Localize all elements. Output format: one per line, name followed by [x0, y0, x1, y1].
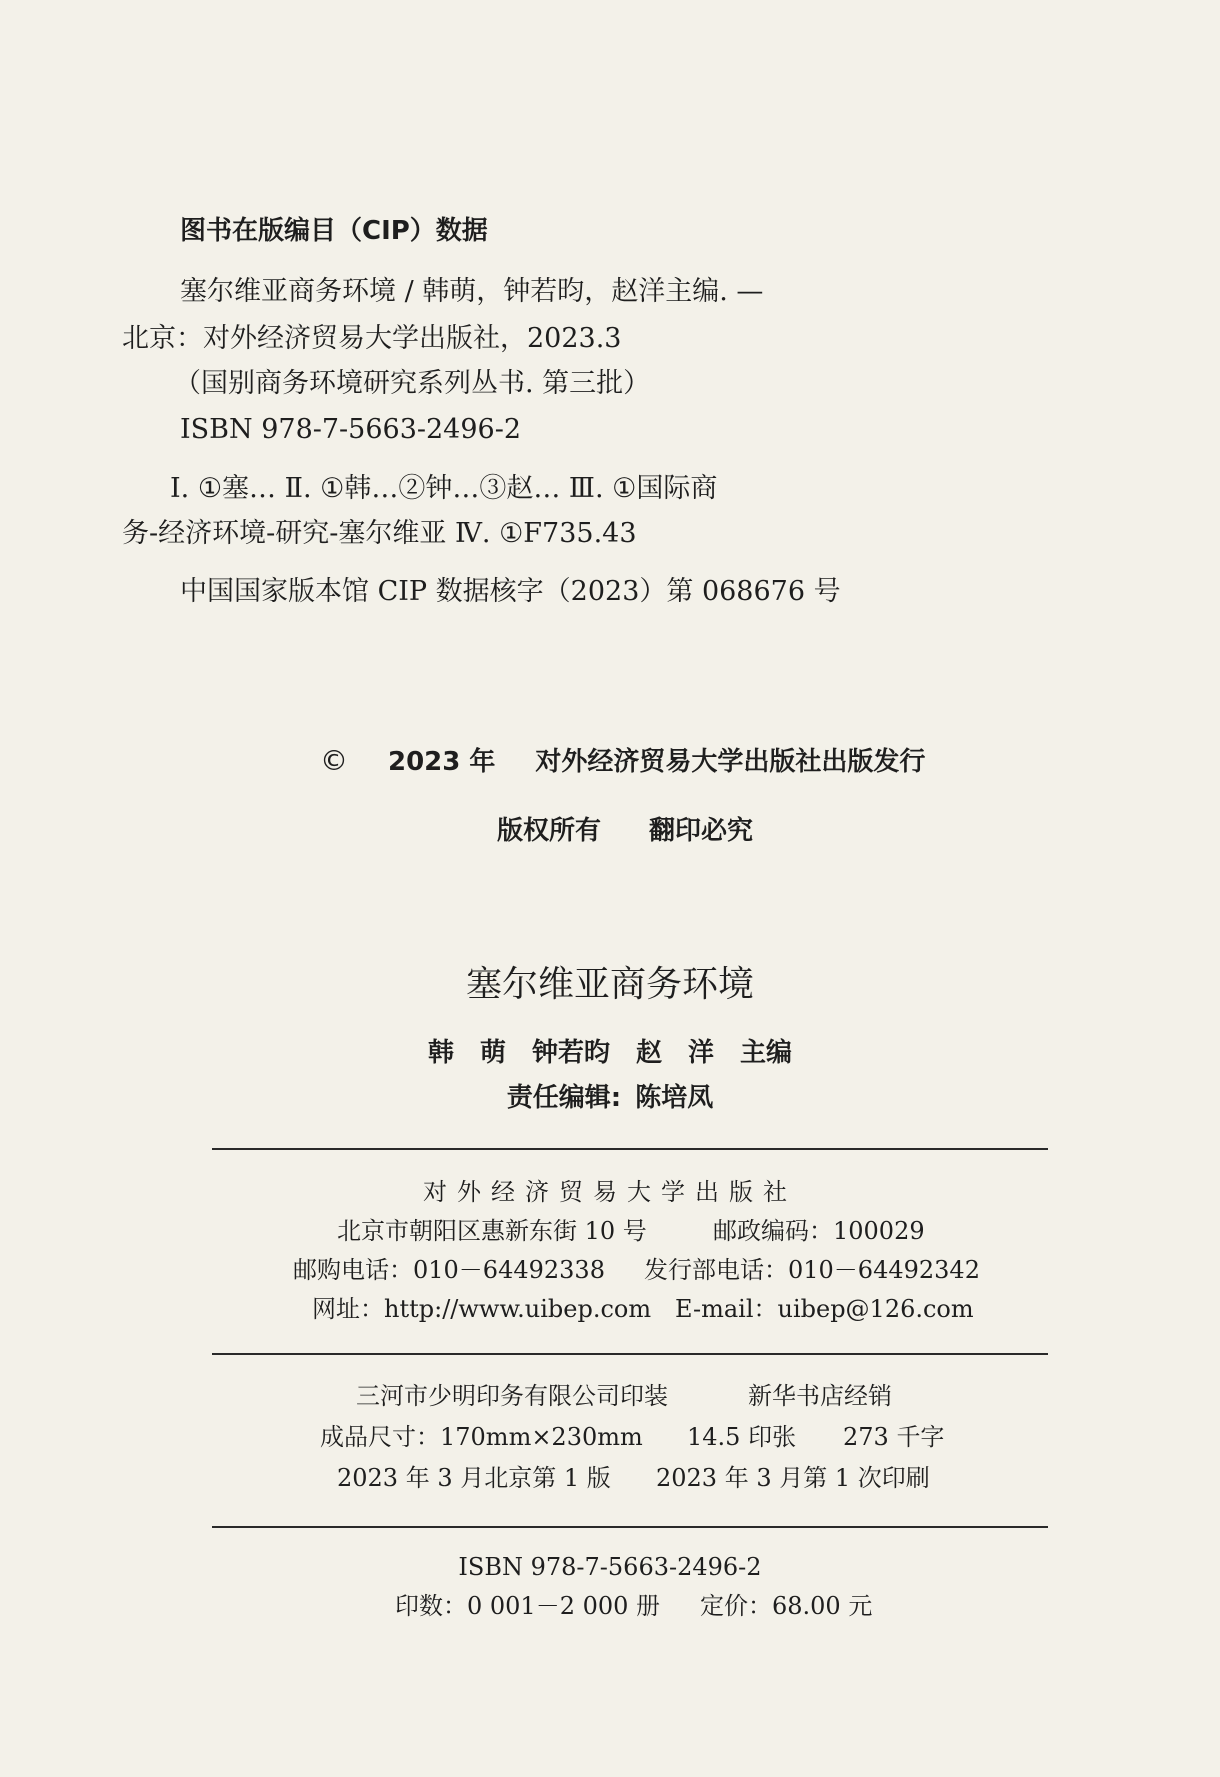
distributor: 新华书店经销 [748, 1382, 892, 1410]
impression: 2023 年 3 月第 1 次印刷 [656, 1464, 930, 1492]
copyright-publisher-release: 对外经济贸易大学出版社出版发行 [535, 747, 926, 777]
copyright-line [320, 744, 926, 777]
copyright-year: 2023 年 [388, 747, 496, 777]
distribution-phone: 发行部电话：010－64492342 [644, 1256, 980, 1284]
footer-isbn: ISBN 978-7-5663-2496-2 [458, 1553, 762, 1581]
responsible-editor-line [0, 1085, 1220, 1111]
publisher-address: 北京市朝阳区惠新东街 10 号 [337, 1217, 647, 1245]
word-count: 273 千字 [843, 1423, 945, 1451]
divider-rule-1 [212, 1148, 1048, 1150]
cip-verification: 中国国家版本馆 CIP 数据核字（2023）第 068676 号 [180, 576, 841, 607]
publisher-name: 对外经济贸易大学出版社 [423, 1178, 797, 1206]
divider-rule-2 [212, 1353, 1048, 1355]
printer: 三河市少明印务有限公司印装 [356, 1382, 668, 1410]
price: 定价：68.00 元 [700, 1592, 873, 1620]
cip-line-series: （国别商务环境研究系列丛书. 第三批） [174, 368, 651, 399]
cip-line-publisher: 北京：对外经济贸易大学出版社，2023.3 [122, 323, 622, 354]
responsible-editor-label: 责任编辑: [506, 1083, 622, 1113]
rights-reserved: 版权所有 [497, 816, 602, 846]
cip-classification-2: 务-经济环境-研究-塞尔维亚 Ⅳ. ①F735.43 [122, 518, 637, 549]
cip-heading: 图书在版编目（CIP）数据 [180, 216, 488, 246]
cip-classification-1: Ⅰ. ①塞… Ⅱ. ①韩…②钟…③赵… Ⅲ. ①国际商 [170, 473, 718, 504]
publisher-website: 网址：http://www.uibep.com [312, 1295, 652, 1323]
book-size: 成品尺寸：170mm×230mm [320, 1423, 643, 1451]
cip-line-title: 塞尔维亚商务环境 / 韩萌，钟若昀，赵洋主编. — [180, 276, 764, 307]
publisher-email: E-mail：uibep@126.com [675, 1295, 974, 1323]
publisher-postcode: 邮政编码：100029 [713, 1217, 925, 1245]
copyright-symbol: © [320, 744, 348, 777]
cip-isbn: ISBN 978-7-5663-2496-2 [180, 414, 522, 445]
book-editors: 韩 萌 钟若昀 赵 洋 主编 [427, 1038, 792, 1068]
edition: 2023 年 3 月北京第 1 版 [337, 1464, 611, 1492]
printed-sheets: 14.5 印张 [687, 1423, 797, 1451]
responsible-editor-name: 陈培凤 [635, 1083, 714, 1113]
book-title: 塞尔维亚商务环境 [465, 964, 754, 1005]
rights-line [497, 818, 753, 844]
mail-order-phone: 邮购电话：010－64492338 [293, 1256, 605, 1284]
divider-rule-3 [212, 1526, 1048, 1528]
no-reprint: 翻印必究 [649, 816, 754, 846]
print-run: 印数：0 001－2 000 册 [395, 1592, 661, 1620]
